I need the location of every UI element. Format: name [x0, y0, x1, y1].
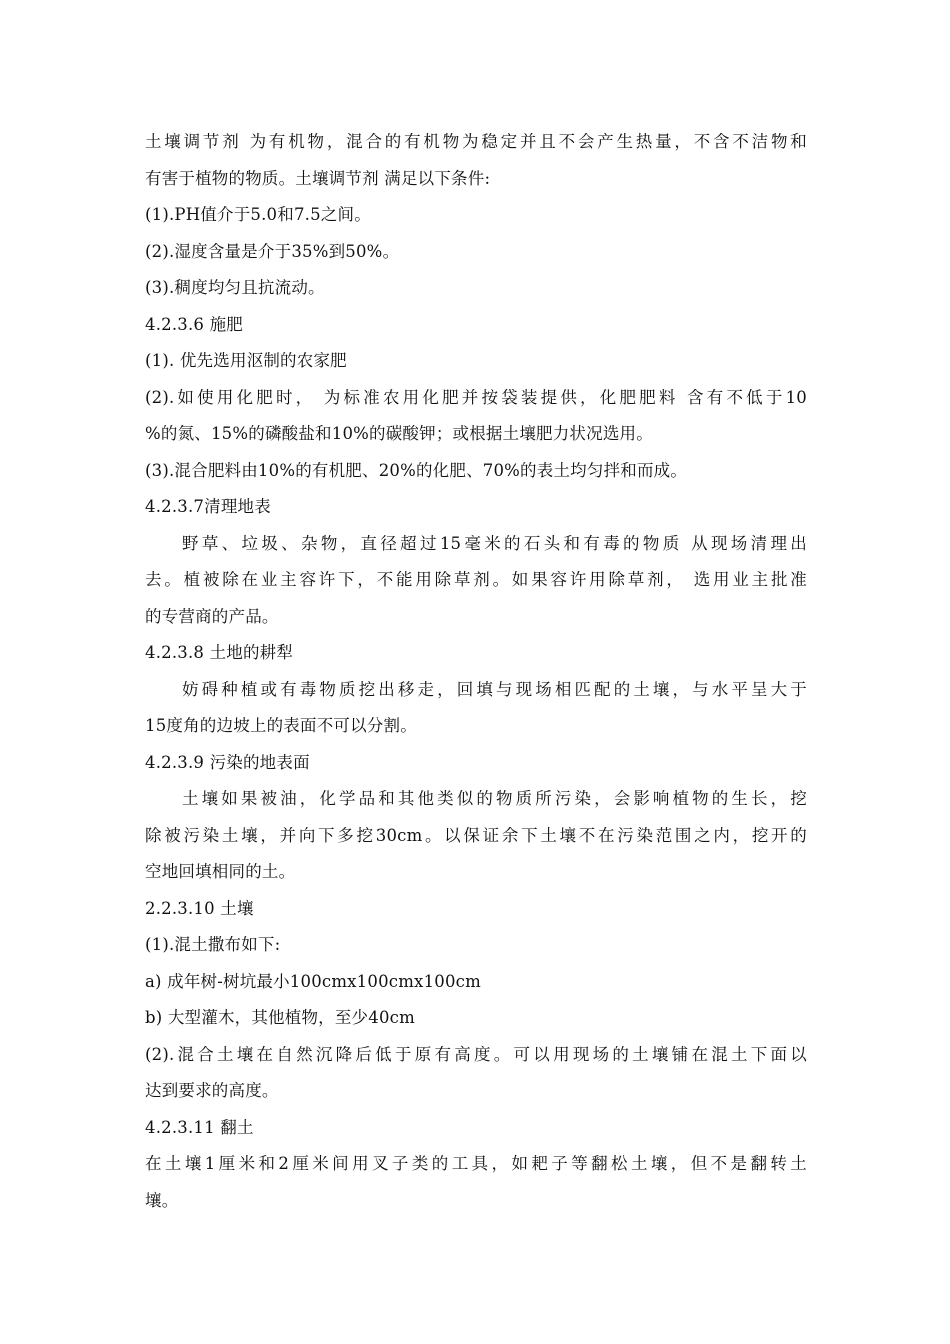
text-line: (1). 优先选用沤制的农家肥 — [145, 351, 347, 370]
text-line: (3).稠度均匀且抗流动。 — [145, 278, 325, 297]
text-line: 4.2.3.8 土地的耕犁 — [145, 643, 294, 662]
text-line: 的专营商的产品。 — [145, 606, 279, 626]
text-line: 除被污染土壤，并向下多挖30cm。以保证余下土壤不在污染范围之内，挖开的 — [145, 825, 807, 845]
text-line: 土壤如果被油，化学品和其他类似的物质所污染，会影响植物的生长，挖 — [182, 789, 807, 808]
text-line: 4.2.3.6 施肥 — [145, 314, 243, 334]
document-page — [145, 124, 807, 1219]
text-line: 土壤调节剂 为有机物，混合的有机物为稳定并且不会产生热量，不含不洁物和 — [145, 132, 807, 151]
text-line: (2).如使用化肥时， 为标准农用化肥并按袋装提供，化肥肥料 含有不低于10 — [145, 387, 807, 407]
text-line: %的氮、15%的磷酸盐和10%的碳酸钾；或根据土壤肥力状况选用。 — [145, 424, 653, 443]
text-line: 妨碍种植或有毒物质挖出移走，回填与现场相匹配的土壤，与水平呈大于 — [182, 679, 807, 699]
text-line: 壤。 — [145, 1190, 179, 1210]
text-line: (2).湿度含量是介于35%到50%。 — [145, 241, 400, 261]
text-line: (1).PH值介于5.0和7.5之间。 — [145, 205, 371, 224]
text-line: 4.2.3.9 污染的地表面 — [145, 752, 310, 772]
text-line: 野草、垃圾、杂物，直径超过15毫米的石头和有毒的物质 从现场清理出 — [182, 533, 807, 553]
text-line: 有害于植物的物质。土壤调节剂 满足以下条件: — [145, 168, 491, 188]
text-line: a) 成年树-树坑最小100cmx100cmx100cm — [145, 971, 481, 991]
text-line: b) 大型灌木，其他植物，至少40cm — [145, 1008, 415, 1027]
text-line: (2).混合土壤在自然沉降后低于原有高度。可以用现场的土壤铺在混土下面以 — [145, 1044, 807, 1064]
text-line: 15度角的边坡上的表面不可以分割。 — [145, 716, 417, 735]
text-line: 4.2.3.7清理地表 — [145, 497, 271, 516]
text-line: 空地回填相同的土。 — [145, 862, 296, 881]
text-line: (3).混合肥料由10%的有机肥、20%的化肥、70%的表土均匀拌和而成。 — [145, 460, 688, 480]
text-line: 2.2.3.10 土壤 — [145, 898, 254, 918]
text-line: 4.2.3.11 翻土 — [145, 1117, 254, 1137]
text-line: 去。植被除在业主容许下，不能用除草剂。如果容许用除草剂， 选用业主批准 — [145, 570, 807, 589]
text-line: (1).混土撒布如下: — [145, 935, 281, 954]
text-line: 在土壤1厘米和2厘米间用叉子类的工具，如耙子等翻松土壤，但不是翻转土 — [145, 1154, 807, 1173]
text-line: 达到要求的高度。 — [145, 1081, 279, 1100]
